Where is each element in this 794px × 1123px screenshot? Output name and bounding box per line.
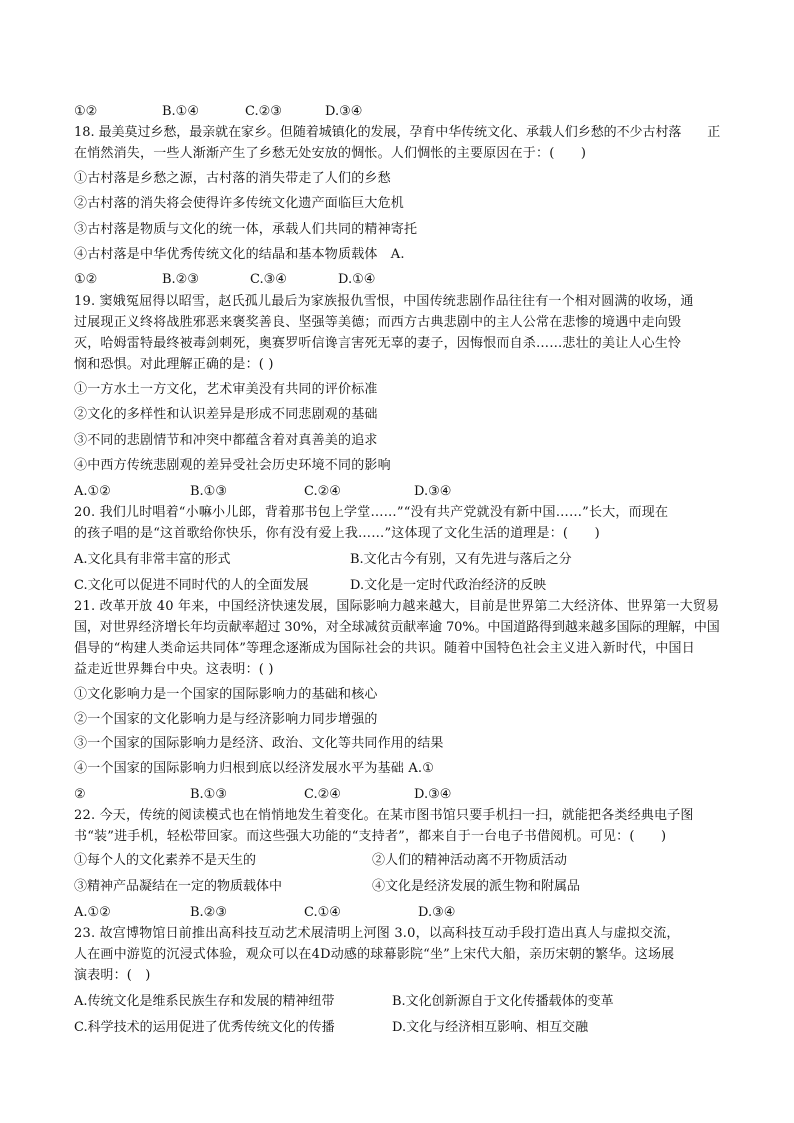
q19-item-1: ①一方水土一方文化，艺术审美没有共同的评价标准 (74, 382, 378, 397)
q19-item-2: ②文化的多样性和认识差异是形成不同悲剧观的基础 (74, 407, 378, 422)
q19-item-4: ④中西方传统悲剧观的差异受社会历史环境不同的影响 (74, 458, 391, 473)
q20-stem-line2: 的孩子唱的是“这首歌给你快乐，你有没有爱上我……”这体现了文化生活的道理是：( ) (74, 526, 600, 541)
q19-option-c: C.②④ (304, 484, 341, 499)
q21-item-1: ①文化影响力是一个国家的国际影响力的基础和核心 (74, 687, 378, 702)
q23-option-b: B.文化创新源自于文化传播载体的变革 (392, 994, 614, 1009)
q18-stem-line1: 18. 最美莫过乡愁，最亲就在家乡。但随着城镇化的发展，孕育中华传统文化、承载人们乡愁的不少古村落 正 (74, 125, 721, 140)
q18-option-b: B.②③ (162, 272, 199, 287)
q23-stem-line2: 人在画中游览的沉浸式体验，观众可以在4D动感的球幕影院“坐”上宋代大船，亲历宋朝的繁华。这场展 (74, 947, 675, 962)
q22-item-2: ②人们的精神活动离不开物质活动 (372, 853, 568, 868)
q22-item-4: ④文化是经济发展的派生物和附属品 (372, 879, 581, 894)
q18-option-c: C.③④ (250, 272, 287, 287)
q22-option-d: D.③④ (418, 905, 456, 920)
q21-option-b: B.①③ (190, 787, 227, 802)
q23-stem-line1: 23. 故宫博物馆日前推出高科技互动艺术展清明上河图 3.0，以高科技互动手段打造出真人与虚拟交流， (74, 926, 680, 941)
q19-stem-line3: 灭，哈姆雷特最终被毒剑刺死，奥赛罗听信谗言害死无辜的妻子，因悔恨而自杀……悲壮的美让人心生怜 (74, 336, 682, 351)
q20-option-c: C.文化可以促进不同时代的人的全面发展 (74, 578, 309, 593)
q21-item-4: ④一个国家的国际影响力归根到底以经济发展水平为基础 A.① (74, 761, 435, 776)
q23-option-a: A.传统文化是维系民族生存和发展的精神纽带 (74, 994, 335, 1009)
q21-option-d: D.③④ (414, 787, 452, 802)
q18-item-3: ③古村落是物质与文化的统一体，承载人们共同的精神寄托 (74, 222, 418, 237)
q19-item-3: ③不同的悲剧情节和冲突中都蕴含着对真善美的追求 (74, 433, 378, 448)
q19-option-b: B.①③ (190, 484, 227, 499)
q23-option-d: D.文化与经济相互影响、相互交融 (392, 1020, 589, 1035)
q21-item-2: ②一个国家的文化影响力是与经济影响力同步增强的 (74, 712, 378, 727)
q20-option-a: A.文化具有非常丰富的形式 (74, 552, 231, 567)
q18-option-d: D.①④ (338, 272, 376, 287)
q20-option-b: B.文化古今有别，又有先进与落后之分 (350, 552, 572, 567)
q23-stem-line3: 演表明：( ) (74, 968, 151, 983)
q22-stem-line2: 书“装”进手机，轻松带回家。而这些强大功能的“支持者”，都来自于一台电子书借阅机。可见：( ) (74, 829, 667, 844)
q17-option-d: D.③④ (325, 104, 363, 119)
q22-item-3: ③精神产品凝结在一定的物质载体中 (74, 879, 283, 894)
q21-option-a: ② (74, 787, 86, 802)
q18-item-2: ②古村落的消失将会使得许多传统文化遗产面临巨大危机 (74, 196, 405, 211)
q19-option-d: D.③④ (414, 484, 452, 499)
q22-option-c: C.①④ (304, 905, 341, 920)
q20-option-d: D.文化是一定时代政治经济的反映 (350, 578, 547, 593)
q19-stem-line4: 悯和恐惧。对此理解正确的是：( ) (74, 357, 274, 372)
q20-stem-line1: 20. 我们儿时唱着“小嘛小儿郎，背着那书包上学堂……”“没有共产党就没有新中国……”长大，而现在 (74, 505, 669, 520)
q18-item-1: ①古村落是乡愁之源，古村落的消失带走了人们的乡愁 (74, 171, 391, 186)
q19-stem-line2: 过展现正义终将战胜邪恶来褒奖善良、坚强等美德；而西方古典悲剧中的主人公常在悲惨的境遇中走向毁 (74, 315, 682, 330)
q21-stem-line2: 国，对世界经济增长年均贡献率超过 30%，对全球减贫贡献率逾 70%。中国道路得到越来越多国际的理解，中国 (74, 620, 720, 635)
q21-stem-line3: 倡导的“构建人类命运共同体”等理念逐渐成为国际社会的共识。随着中国特色社会主义进入新时代，中国日 (74, 641, 695, 656)
q21-stem-line4: 益走近世界舞台中央。这表明：( ) (74, 662, 274, 677)
q21-item-3: ③一个国家的国际影响力是经济、政治、文化等共同作用的结果 (74, 736, 444, 751)
q21-option-c: C.②④ (304, 787, 341, 802)
q19-option-a: A.①② (74, 484, 111, 499)
q18-stem-line2: 在悄然消失，一些人渐渐产生了乡愁无处安放的惆怅。人们惆怅的主要原因在于：( ) (74, 146, 587, 161)
q22-option-b: B.②③ (190, 905, 227, 920)
q21-stem-line1: 21. 改革开放 40 年来，中国经济快速发展，国际影响力越来越大，目前是世界第二大经济体、世界第一大贸易 (74, 599, 720, 614)
q17-option-c: C.②③ (245, 104, 282, 119)
q18-option-a: ①② (74, 272, 98, 287)
q17-option-a: ①② (74, 104, 98, 119)
q19-stem-line1: 19. 窦娥冤屈得以昭雪，赵氏孤儿最后为家族报仇雪恨，中国传统悲剧作品往往有一个相对圆满的收场，通 (74, 294, 694, 309)
q23-option-c: C.科学技术的运用促进了优秀传统文化的传播 (74, 1020, 335, 1035)
q22-option-a: A.①② (74, 905, 111, 920)
q17-option-b: B.①④ (162, 104, 199, 119)
q18-item-4: ④古村落是中华优秀传统文化的结晶和基本物质载体 A. (74, 247, 405, 262)
q22-item-1: ①每个人的文化素养不是天生的 (74, 853, 257, 868)
q22-stem-line1: 22. 今天，传统的阅读模式也在悄悄地发生着变化。在某市图书馆只要手机扫一扫，就能把各类经典电子图 (74, 808, 694, 823)
